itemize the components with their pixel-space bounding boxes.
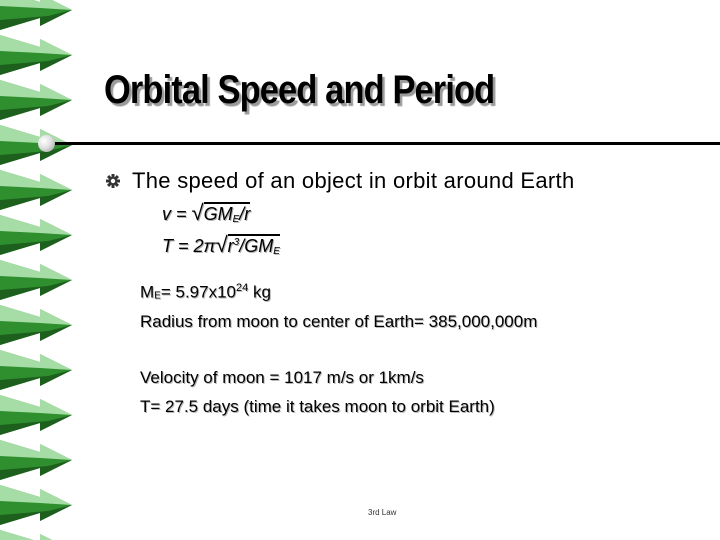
radius-line: Radius from moon to center of Earth= 385,000,000m xyxy=(140,312,538,331)
title-underline xyxy=(46,142,720,145)
sqrt-icon: √ xyxy=(215,232,228,257)
footer-label: 3rd Law xyxy=(368,508,397,517)
period-formula-radicand: $r^3/GM_E$ xyxy=(227,236,280,257)
sqrt-icon: √ xyxy=(191,200,204,225)
title-line-knob xyxy=(38,135,55,152)
velocity-formula-lhs: v = xyxy=(162,204,192,224)
velocity-formula-radicand: $GM_E/r$ xyxy=(203,204,251,225)
velocity-formula xyxy=(162,200,250,226)
decorative-arrow-border xyxy=(0,0,80,540)
moon-period-line: T= 27.5 days (time it takes moon to orbit Earth) xyxy=(140,397,495,416)
earth-mass-line: $M_E= 5.97x10^{24}$ kg xyxy=(140,282,271,302)
bullet-icon xyxy=(106,174,120,188)
border-arrow-segment xyxy=(0,530,72,540)
period-formula-lhs: T = 2π xyxy=(162,236,216,256)
slide-title: Orbital Speed and Period xyxy=(104,68,495,112)
period-formula xyxy=(162,232,280,258)
moon-velocity-line: Velocity of moon = 1017 m/s or 1km/s xyxy=(140,368,424,387)
bullet-text: The speed of an object in orbit around Earth xyxy=(132,168,575,193)
